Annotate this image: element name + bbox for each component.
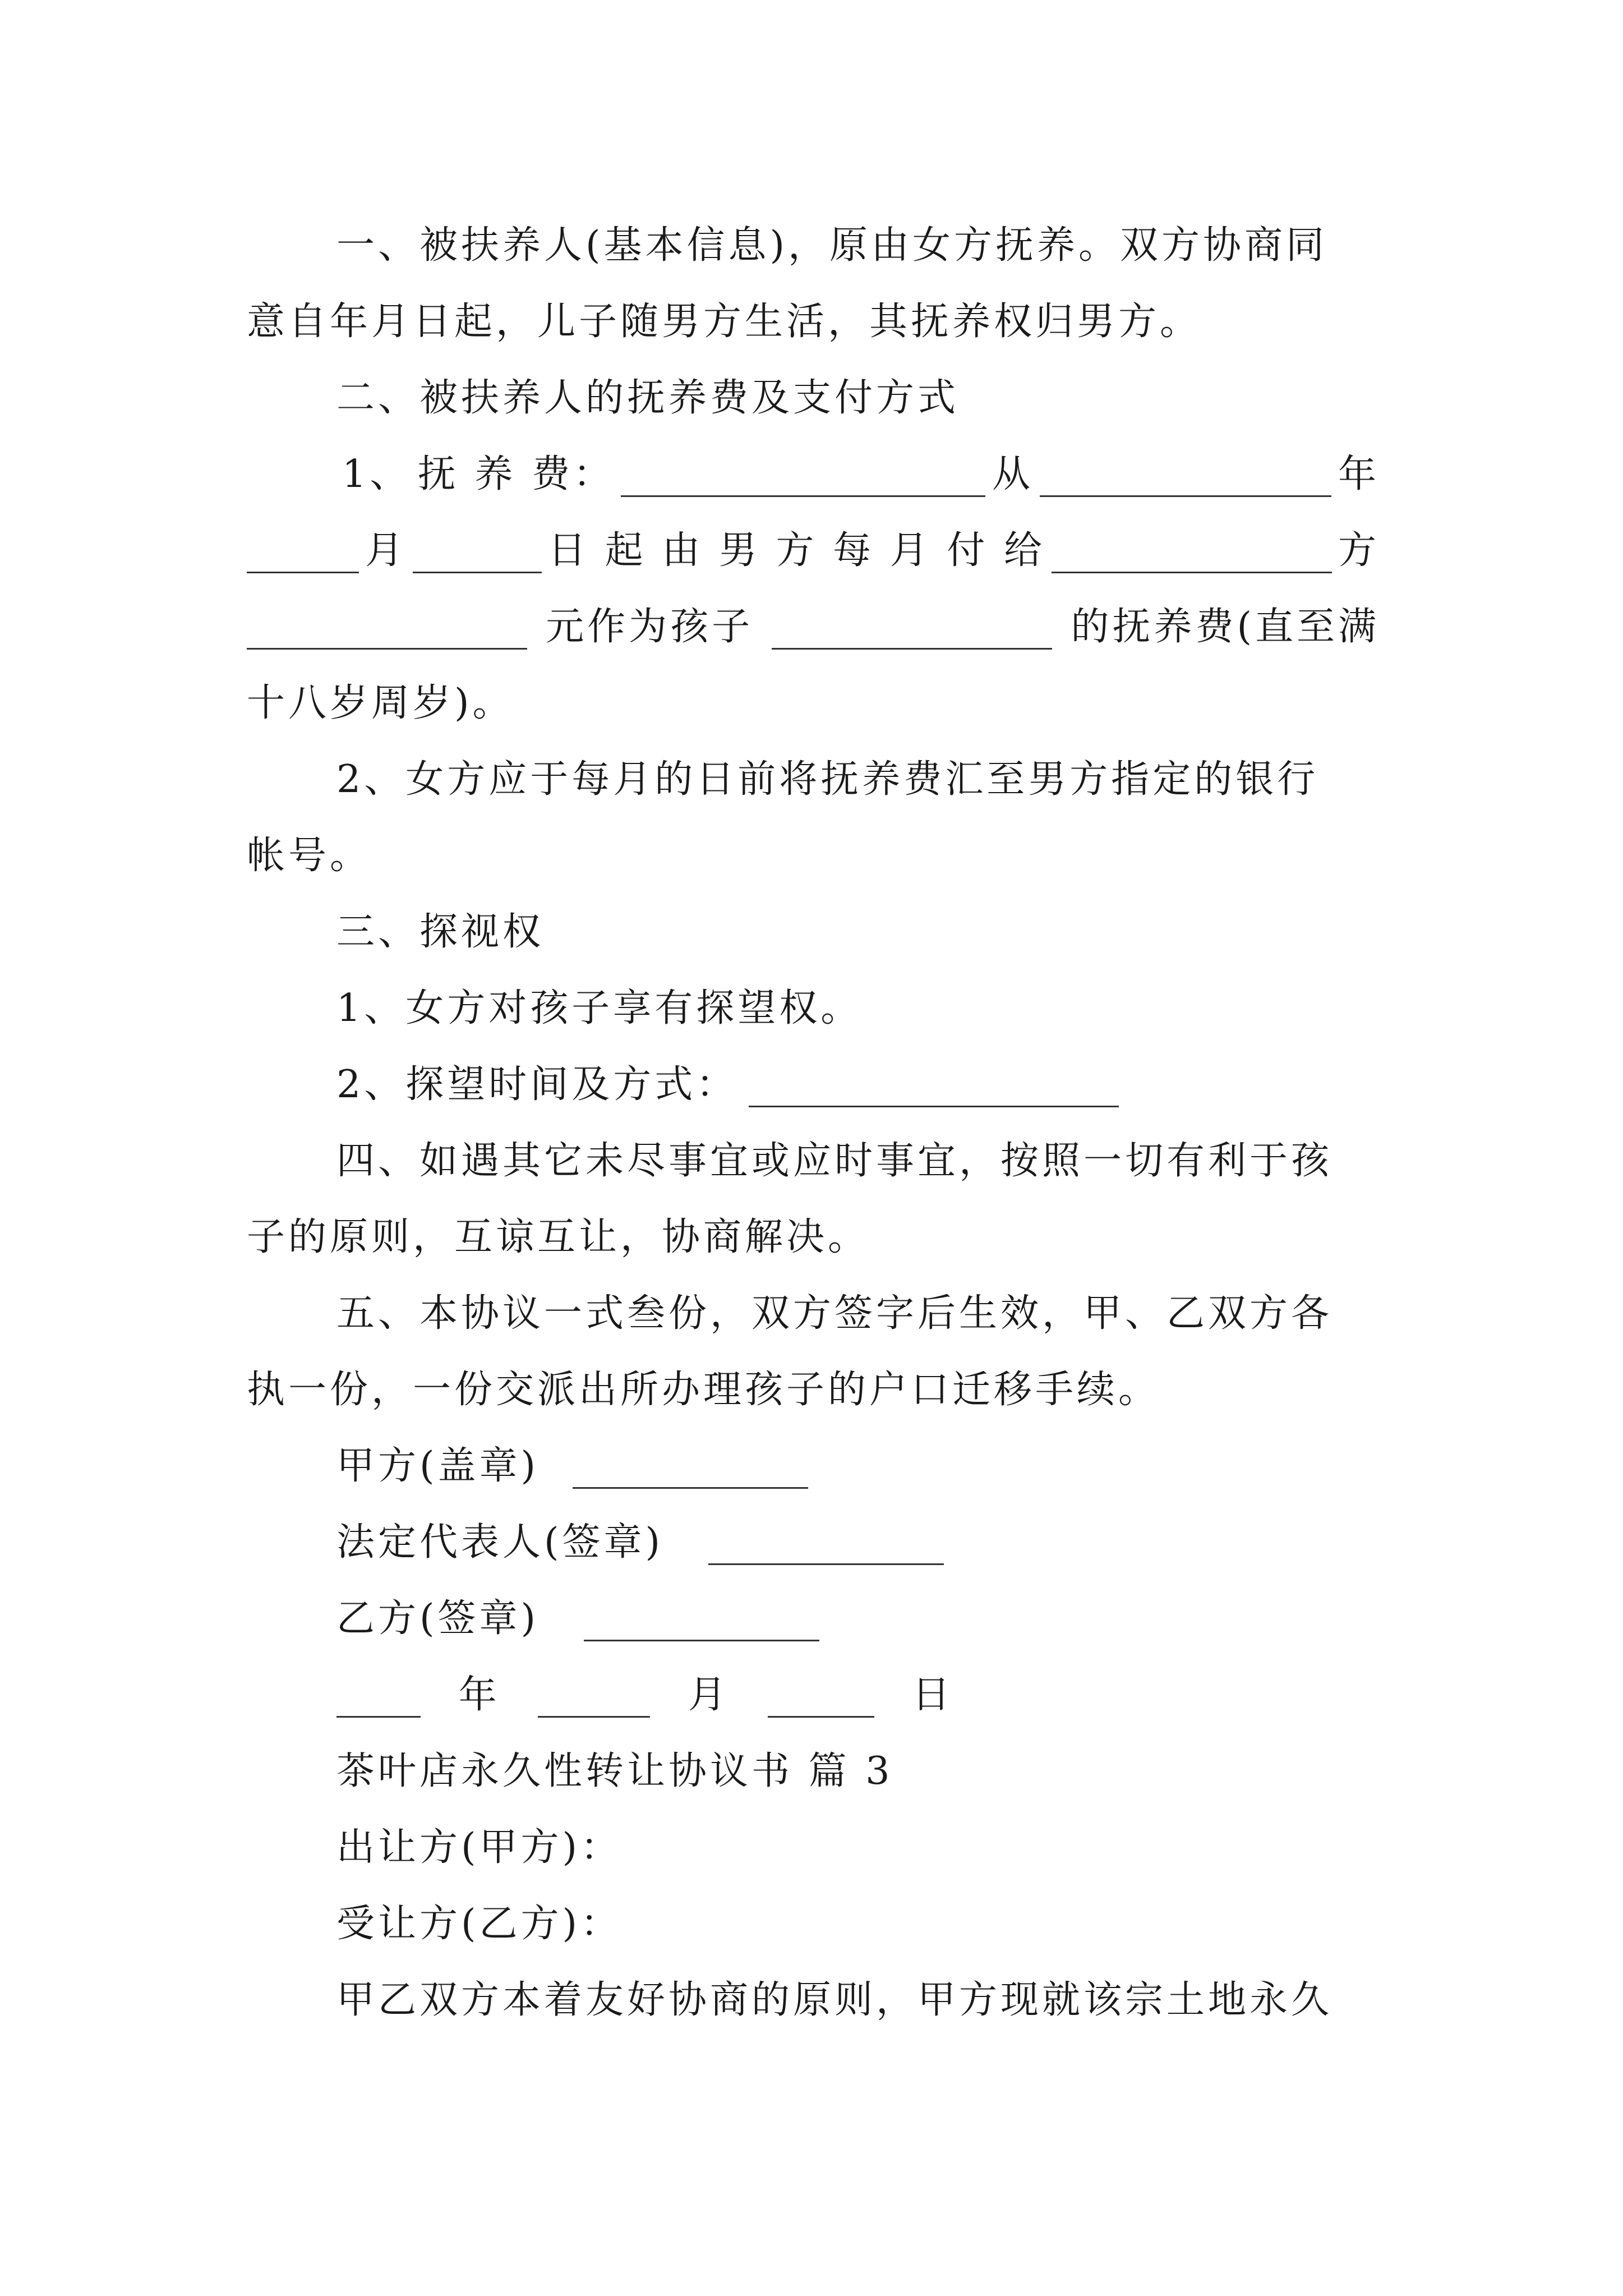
fee-yuan-blank[interactable]	[247, 613, 527, 650]
date-month-blank[interactable]	[538, 1681, 650, 1718]
party-b-label: 乙方(签章)	[336, 1596, 540, 1641]
party-a-blank[interactable]	[573, 1452, 808, 1489]
date-year-blank[interactable]	[336, 1681, 421, 1718]
fee-line-3	[247, 605, 1380, 650]
fee-line-2	[247, 528, 1380, 573]
fee-payee-blank[interactable]	[1052, 537, 1332, 573]
fee-line-1	[342, 452, 1380, 497]
fee-year-blank[interactable]	[1040, 461, 1331, 497]
fee-purpose-text: 的抚养费(直至满	[1071, 605, 1380, 649]
fee-label: 抚 养 费：	[417, 452, 615, 496]
fee-party-label: 方	[1338, 528, 1380, 573]
clause-4-line-2: 子的原则，互谅互让，协商解决。	[247, 1215, 870, 1259]
date-line	[336, 1673, 1469, 1718]
visit-method-label: 2、探望时间及方式：	[336, 1062, 738, 1107]
party-a-signature	[336, 1444, 1469, 1489]
fee-month-blank[interactable]	[247, 537, 359, 573]
clause-3-heading: 三、探视权	[336, 910, 545, 954]
payment-line-2: 帐号。	[247, 834, 372, 878]
visit-item-1: 1、女方对孩子享有探望权。	[336, 986, 863, 1030]
fee-day-blank[interactable]	[413, 537, 542, 573]
clause-5-line-1: 五、本协议一式叁份，双方签字后生效，甲、乙双方各	[336, 1291, 1333, 1336]
party-a-label: 甲方(盖章)	[336, 1444, 540, 1488]
legal-rep-label: 法定代表人(签章)	[336, 1520, 664, 1565]
fee-year-label: 年	[1338, 452, 1380, 496]
clause-1-line-2: 意自年月日起，儿子随男方生活，其抚养权归男方。	[247, 300, 1202, 344]
fee-amount-blank[interactable]	[621, 461, 985, 497]
legal-rep-blank[interactable]	[708, 1529, 944, 1565]
date-day-blank[interactable]	[768, 1681, 874, 1718]
date-day-label: 日	[912, 1673, 954, 1717]
party-b-blank[interactable]	[584, 1605, 819, 1641]
fee-yuan-text: 元作为孩子	[546, 605, 754, 649]
fee-start-text: 日 起 由 男 方 每 月 付 给	[548, 528, 1045, 573]
legal-rep-signature	[336, 1520, 1469, 1565]
closing-line: 甲乙双方本着友好协商的原则，甲方现就该宗土地永久	[336, 1978, 1333, 2022]
fee-month-label: 月	[365, 528, 407, 573]
party-b-signature	[336, 1596, 1469, 1641]
transferee-line: 受让方(乙方)：	[336, 1902, 623, 1946]
section-title: 茶叶店永久性转让协议书 篇 3	[336, 1749, 893, 1793]
fee-from-label: 从	[992, 452, 1034, 496]
transferor-line: 出让方(甲方)：	[336, 1825, 623, 1870]
date-year-label: 年	[458, 1673, 500, 1717]
date-month-label: 月	[688, 1673, 730, 1717]
visit-item-2	[336, 1062, 1469, 1107]
clause-5-line-2: 执一份，一份交派出所办理孩子的户口迁移手续。	[247, 1368, 1160, 1412]
fee-duration: 十八岁周岁)。	[247, 681, 514, 725]
visit-method-blank[interactable]	[749, 1071, 1119, 1107]
payment-line-1: 2、女方应于每月的日前将抚养费汇至男方指定的银行	[336, 757, 1319, 802]
fee-number: 1、	[342, 452, 412, 496]
clause-2-heading: 二、被扶养人的抚养费及支付方式	[336, 376, 960, 420]
clause-4-line-1: 四、如遇其它未尽事宜或应时事宜，按照一切有利于孩	[336, 1139, 1333, 1183]
fee-child-blank[interactable]	[772, 613, 1052, 650]
clause-1-line-1: 一、被扶养人(基本信息)，原由女方抚养。双方协商同	[336, 223, 1328, 268]
